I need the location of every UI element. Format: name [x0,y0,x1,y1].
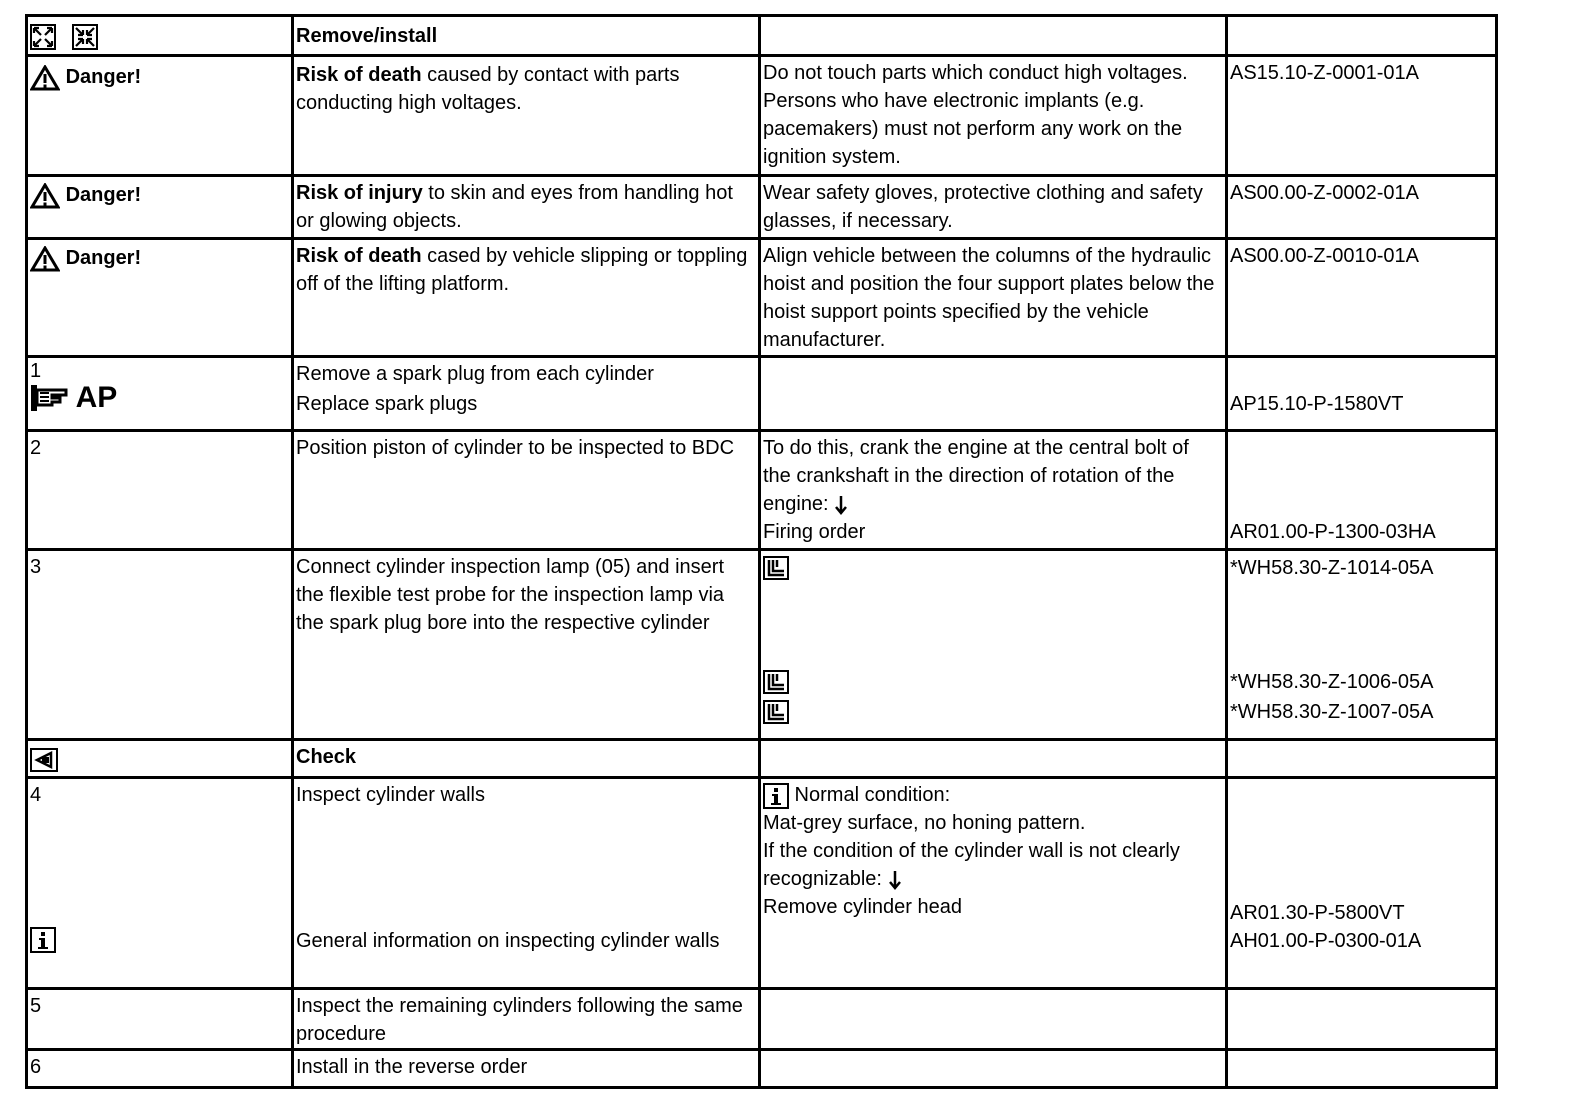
empty-cell [760,16,1227,56]
empty-cell [760,357,1227,431]
danger-label: Danger! [65,247,142,269]
danger-cell [27,239,293,357]
table-row [27,357,1497,431]
instruction-cell [760,431,1227,550]
danger-cell [27,56,293,176]
section-title-check: Check [293,740,760,778]
risk-text: cased by vehicle slipping or toppling off of the lifting platform. [296,245,748,295]
reference-cell [1227,550,1497,740]
danger-label: Danger! [65,66,142,88]
risk-bold: Risk of injury [296,182,423,204]
reference-cell [1227,357,1497,431]
instruction-text: Remove cylinder head [763,896,962,918]
info-link-text[interactable]: General information on inspecting cylinder walls [296,930,720,952]
special-tool-icon[interactable] [763,556,789,580]
collapse-corners-icon [72,24,98,50]
instruction-text: Align vehicle between the columns of the hydraulic hoist and position the four support plates below the hoist support points specified by the vehicle manufacturer. [760,239,1227,357]
reference-link[interactable]: AS00.00-Z-0002-01A [1227,176,1497,239]
warning-triangle-icon [30,246,60,272]
risk-description [293,176,760,239]
danger-label: Danger! [65,184,142,206]
step-number: 4 [30,784,42,806]
danger-cell [27,176,293,239]
arrow-down-icon[interactable] [834,494,848,516]
step-number: 1 [30,360,42,382]
step-number: 6 [27,1050,293,1088]
reference-link[interactable]: AR01.30-P-5800VT [1230,902,1405,924]
table-row [27,16,1497,56]
table-row [27,176,1497,239]
warning-triangle-icon [30,183,60,209]
header-icons-cell [27,16,293,56]
table-row [27,989,1497,1050]
reference-link[interactable]: *WH58.30-Z-1014-05A [1230,557,1434,579]
empty-cell [760,1050,1227,1088]
empty-cell [760,989,1227,1050]
step-number: 3 [27,550,293,740]
table-row [27,778,1497,989]
step-text: Install in the reverse order [293,1050,760,1088]
normal-condition-heading [763,781,1221,809]
step-text-cell [293,778,760,989]
risk-description [293,56,760,176]
risk-text: to skin and eyes from handling hot or glowing objects. [296,182,733,232]
empty-cell [1227,16,1497,56]
normal-condition-label: Normal condition: [789,784,951,806]
instruction-cell [760,778,1227,989]
expand-corners-icon [30,24,56,50]
empty-cell [760,740,1227,778]
reference-link[interactable]: *WH58.30-Z-1007-05A [1230,701,1434,723]
reference-link[interactable]: AS00.00-Z-0010-01A [1227,239,1497,357]
step-number: 5 [27,989,293,1050]
check-icon-cell [27,740,293,778]
step-text: Inspect the remaining cylinders following the same procedure [293,989,760,1050]
reference-link[interactable]: AS15.10-Z-0001-01A [1227,56,1497,176]
condition-text: If the condition of the cylinder wall is not clearly recognizable: [763,840,1180,890]
table-row [27,56,1497,176]
table-row [27,1050,1497,1088]
step-text: Position piston of cylinder to be inspected to BDC [293,431,760,550]
arrow-down-icon[interactable] [888,869,902,891]
table-row [27,239,1497,357]
instruction-text: Firing order [763,521,866,543]
instruction-text: To do this, crank the engine at the central bolt of the crankshaft in the direction of rotation of the engine: [763,437,1189,515]
step-number-cell [27,778,293,989]
risk-text: caused by contact with parts conducting high voltages. [296,64,680,114]
instruction-text: Wear safety gloves, protective clothing and safety glasses, if necessary. [760,176,1227,239]
special-tool-icon[interactable] [763,670,789,694]
tool-icons-cell [760,550,1227,740]
reference-link[interactable]: AR01.00-P-1300-03HA [1230,521,1436,543]
info-icon[interactable] [30,927,56,953]
step-line: Replace spark plugs [296,393,478,415]
warning-triangle-icon [30,65,60,91]
table-row [27,740,1497,778]
info-icon [763,783,789,809]
risk-bold: Risk of death [296,245,422,267]
table-row [27,431,1497,550]
step-number-cell [27,357,293,431]
reference-cell [1227,778,1497,989]
procedure-table [25,14,1498,1089]
reference-link[interactable]: *WH58.30-Z-1006-05A [1230,671,1434,693]
empty-cell [1227,1050,1497,1088]
special-tool-icon[interactable] [763,700,789,724]
ap-reference-marker [30,381,287,414]
step-text [293,357,760,431]
reference-link[interactable]: AP15.10-P-1580VT [1230,393,1404,415]
section-title-remove-install: Remove/install [293,16,760,56]
empty-cell [1227,740,1497,778]
step-line: Remove a spark plug from each cylinder [296,363,654,385]
pointing-hand-icon [30,384,70,412]
step-text: Connect cylinder inspection lamp (05) and insert the flexible test probe for the inspection lamp via the spark plug bore into the respective cylinder [293,550,760,740]
reference-link[interactable]: AH01.00-P-0300-01A [1230,930,1422,952]
risk-bold: Risk of death [296,64,422,86]
table-row [27,550,1497,740]
normal-condition-desc: Mat-grey surface, no honing pattern. [763,812,1086,834]
empty-cell [1227,989,1497,1050]
ap-label: AP [75,381,118,414]
risk-description [293,239,760,357]
step-text: Inspect cylinder walls [296,784,485,806]
check-flag-icon [30,748,58,772]
step-number: 2 [27,431,293,550]
reference-cell [1227,431,1497,550]
instruction-text: Do not touch parts which conduct high voltages. Persons who have electronic implants (e.g. pacemakers) must not perform any work on the ignition system. [760,56,1227,176]
